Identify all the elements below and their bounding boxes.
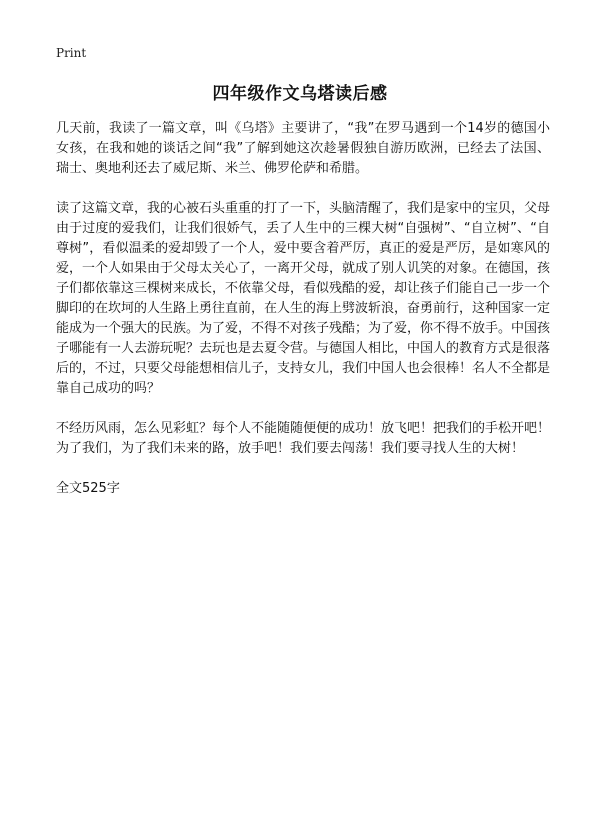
article-title: 四年级作文乌塔读后感: [212, 84, 388, 104]
word-count: 全文525字: [56, 481, 120, 496]
paragraph-2: 读了这篇文章，我的心被石头重重的打了一下，头脑清醒了，我们是家中的宝贝，父母由于过度的爱我们，让我们很娇气，丢了人生中的三棵大树“自强树”、“自立树”、“自尊树”，看似温柔的爱却毁了一个人，爱中要含着严厉，真正的爱是严厉，是如寒风的爱，一个人如果由于父母太关心了，一离开父母，就成了别人讥笑的对象。在德国，孩子们都依靠这三棵树来成长，不依靠父母，看似残酷的爱，却让孩子们能自己一步一个脚印的在坎坷的人生路上勇往直前，在人生的海上劈波斩浪，奋勇前行，这种国家一定能成为一个强大的民族。为了爱，不得不对孩子残酷；为了爱，你不得不放手。中国孩子哪能有一人去游玩呢？去玩也是去夏令营。与德国人相比，中国人的教育方式是很落后的，不过，只要父母能想相信儿子，支持女儿，我们中国人也会很棒！名人不全都是靠自己成功的吗？: [56, 201, 551, 396]
article-body: [56, 119, 550, 499]
print-link[interactable]: Print: [56, 46, 87, 60]
paragraph-3: 不经历风雨，怎么见彩虹？每个人不能随随便便的成功！放飞吧！把我们的手松开吧！为了我们，为了我们未来的路，放手吧！我们要去闯荡！我们要寻找人生的大树！: [56, 421, 551, 456]
paragraph-1: 几天前，我读了一篇文章，叫《乌塔》主要讲了，“我”在罗马遇到一个14岁的德国小女孩，在我和她的谈话之间“我”了解到她这次趁暑假独自游历欧洲，已经去了法国、瑞士、奥地利还去了威尼斯、米兰、佛罗伦萨和希腊。: [56, 121, 550, 176]
